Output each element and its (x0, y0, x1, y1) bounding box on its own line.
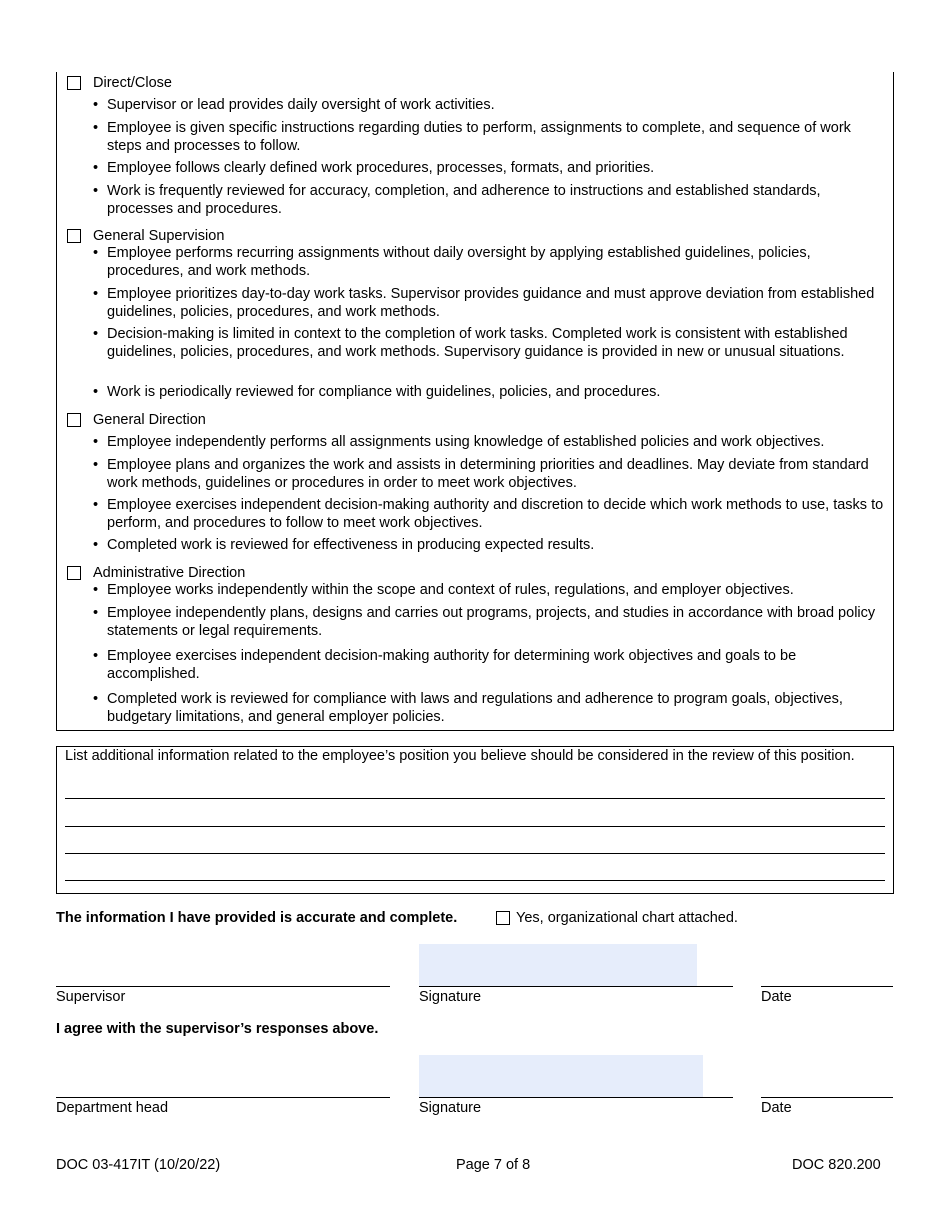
supervisor-signature-field[interactable] (419, 944, 697, 986)
bullet-icon: • (93, 326, 99, 342)
supervisor-date-line[interactable] (761, 986, 893, 987)
direct-close-bullet-1: Supervisor or lead provides daily oversight of work activities. (107, 97, 495, 113)
additional-info-line-2[interactable] (65, 826, 885, 827)
supervision-level-section (56, 72, 894, 731)
department-head-signature-line (419, 1097, 733, 1098)
direct-close-label: Direct/Close (93, 75, 172, 91)
department-head-signature-label: Signature (419, 1100, 482, 1116)
footer-policy-number: DOC 820.200 (792, 1157, 881, 1173)
department-head-date-line[interactable] (761, 1097, 893, 1098)
bullet-icon: • (93, 582, 99, 598)
department-head-name-label: Department head (56, 1100, 169, 1116)
org-chart-checkbox[interactable] (496, 911, 510, 925)
bullet-icon: • (93, 497, 99, 513)
bullet-icon: • (93, 605, 99, 621)
general-direction-bullet-1: Employee independently performs all assignments using knowledge of established policies and work objectives. (107, 434, 825, 450)
general-supervision-bullet-2: Employee prioritizes day-to-day work tasks. Supervisor provides guidance and must approve deviation from established guidelines, policies, procedures, and work methods. (107, 286, 875, 320)
supervisor-name-label: Supervisor (56, 989, 126, 1005)
bullet-icon: • (93, 120, 99, 136)
administrative-direction-label: Administrative Direction (93, 565, 246, 581)
department-head-signature-field[interactable] (419, 1055, 703, 1097)
bullet-icon: • (93, 286, 99, 302)
administrative-direction-checkbox[interactable] (67, 566, 81, 580)
org-chart-label: Yes, organizational chart attached. (516, 910, 738, 926)
direct-close-bullet-4: Work is frequently reviewed for accuracy, completion, and adherence to instructions and established standards, processes and procedures. (107, 183, 821, 217)
general-direction-label: General Direction (93, 412, 206, 428)
department-head-name-line[interactable] (56, 1097, 390, 1098)
direct-close-checkbox[interactable] (67, 76, 81, 90)
general-supervision-bullet-1: Employee performs recurring assignments without daily oversight by applying established guidelines, policies, procedures, and work methods. (107, 245, 811, 279)
agreement-statement: I agree with the supervisor’s responses above. (56, 1021, 379, 1037)
general-supervision-bullet-4: Work is periodically reviewed for compliance with guidelines, policies, and procedures. (107, 384, 661, 400)
administrative-direction-bullet-3: Employee exercises independent decision-making authority for determining work objectives and goals to be accomplished. (107, 648, 797, 682)
general-supervision-label: General Supervision (93, 228, 225, 244)
general-direction-bullet-3: Employee exercises independent decision-making authority and discretion to decide which work methods to use, tasks to perform, and procedures to follow to meet work objectives. (107, 497, 884, 531)
bullet-icon: • (93, 434, 99, 450)
direct-close-bullet-3: Employee follows clearly defined work procedures, processes, formats, and priorities. (107, 160, 655, 176)
administrative-direction-bullet-1: Employee works independently within the scope and context of rules, regulations, and employer objectives. (107, 582, 794, 598)
bullet-icon: • (93, 160, 99, 176)
footer-form-id: DOC 03-417IT (10/20/22) (56, 1157, 221, 1173)
certification-statement: The information I have provided is accurate and complete. (56, 910, 458, 926)
additional-info-line-3[interactable] (65, 853, 885, 854)
direct-close-bullet-2: Employee is given specific instructions regarding duties to perform, assignments to complete, and sequence of work steps and processes to follow. (107, 120, 851, 154)
bullet-icon: • (93, 691, 99, 707)
supervisor-signature-label: Signature (419, 989, 482, 1005)
general-direction-bullet-2: Employee plans and organizes the work and assists in determining priorities and deadlines. May deviate from standard work methods, guidelines or procedures in order to meet work objectives. (107, 457, 869, 491)
supervisor-signature-line (419, 986, 733, 987)
bullet-icon: • (93, 457, 99, 473)
bullet-icon: • (93, 384, 99, 400)
additional-info-line-4[interactable] (65, 880, 885, 881)
additional-info-section (56, 746, 894, 894)
footer-page-number: Page 7 of 8 (456, 1157, 531, 1173)
bullet-icon: • (93, 537, 99, 553)
administrative-direction-bullet-2: Employee independently plans, designs and carries out programs, projects, and studies in accordance with broad policy statements or legal requirements. (107, 605, 876, 639)
administrative-direction-bullet-4: Completed work is reviewed for compliance with laws and regulations and adherence to program goals, objectives, budgetary limitations, and general employer policies. (107, 691, 843, 725)
bullet-icon: • (93, 245, 99, 261)
general-direction-checkbox[interactable] (67, 413, 81, 427)
additional-info-line-1[interactable] (65, 798, 885, 799)
supervisor-date-label: Date (761, 989, 792, 1005)
supervisor-name-line[interactable] (56, 986, 390, 987)
general-supervision-checkbox[interactable] (67, 229, 81, 243)
additional-info-prompt: List additional information related to the employee’s position you believe should be considered in the review of this position. (65, 748, 855, 764)
department-head-date-label: Date (761, 1100, 792, 1116)
bullet-icon: • (93, 97, 99, 113)
general-direction-bullet-4: Completed work is reviewed for effectiveness in producing expected results. (107, 537, 595, 553)
bullet-icon: • (93, 183, 99, 199)
general-supervision-bullet-3: Decision-making is limited in context to the completion of work tasks. Completed work is consistent with established guidelines, policies, procedures, and work methods. Supervisory guidance is provided in new or unusual situations. (107, 326, 848, 360)
bullet-icon: • (93, 648, 99, 664)
